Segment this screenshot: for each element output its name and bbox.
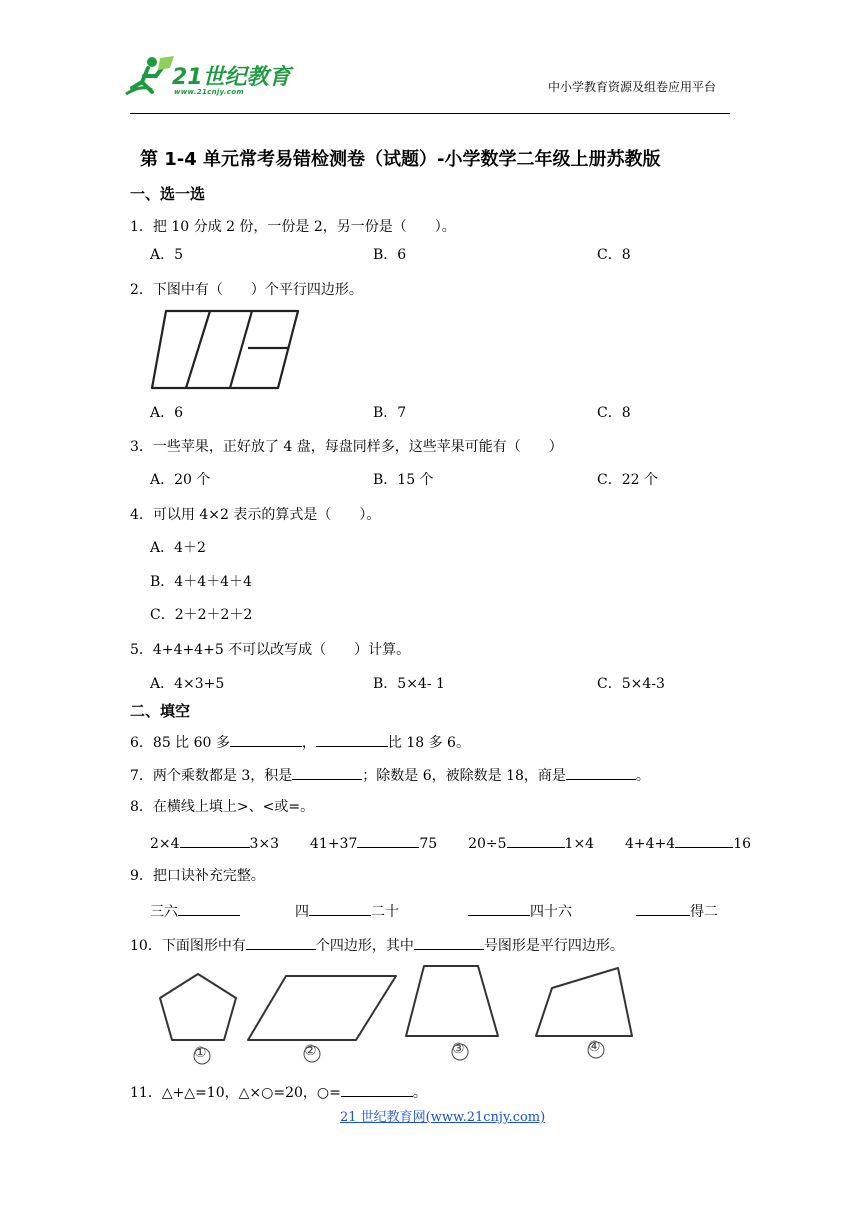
q8-expr4-left: 4+4+4 [625,836,676,852]
section-heading-choice: 一、选一选 [130,185,206,203]
q7 [130,765,650,785]
q10-text-3: 号图形是平行四边形。 [483,938,624,954]
q8-stem: 8．在横线上填上>、<或=。 [130,799,315,815]
q8-blank-1[interactable] [180,833,250,848]
q6 [130,732,470,752]
q8-expr2-left: 41+37 [310,836,358,852]
q9-blank-1[interactable] [178,901,240,916]
q9-item-3 [468,901,572,921]
q9-item-4 [636,901,718,921]
q5-option-b: B．5×4- 1 [373,676,445,692]
platform-name: 中小学教育资源及组卷应用平台 [548,80,717,94]
logo-text: 21世纪教育 [172,65,291,90]
q9-item-1-text: 三六 [150,904,178,920]
q8-expr1-right: 3×3 [249,836,280,852]
runner-logo-icon [122,54,178,98]
q9-item-2-left: 四 [295,904,309,920]
q11-text-1: 11．△+△=10，△×○=20，○= [130,1085,341,1101]
q7-text-2: ；除数是 6，被除数是 18，商是 [362,768,566,784]
q3-option-b: B．15 个 [373,472,434,488]
q6-text-2: ， [301,735,316,751]
q9-blank-3[interactable] [468,901,530,916]
q5-option-c: C．5×4-3 [597,676,665,692]
logo-url: www.21cnjy.com [174,88,244,96]
q5-stem: 5．4+4+4+5 不可以改写成（ ）计算。 [130,642,411,658]
shape-pentagon [160,974,236,1040]
q10-blank-1[interactable] [246,935,316,950]
q10-text-1: 10．下面图形中有 [130,938,246,954]
q11-text-2: 。 [412,1085,427,1101]
q9-item-1 [150,901,240,921]
q2-stem: 2．下图中有（ ）个平行四边形。 [130,282,363,298]
q8-blank-3[interactable] [507,833,565,848]
footer-link[interactable]: 21 世纪教育网(www.21cnjy.com) [340,1110,546,1125]
shape-irregular-quadrilateral [536,968,632,1036]
q10-blank-2[interactable] [414,935,484,950]
q8-expr3-right: 1×4 [564,836,595,852]
q1-option-c: C．8 [597,247,631,263]
q8-expr1-left: 2×4 [150,836,180,852]
shape-label-2: ② [304,1043,317,1059]
q8-blank-4[interactable] [675,833,733,848]
q2-option-a: A．6 [150,405,184,421]
q1-stem: 1．把 10 分成 2 份，一份是 2，另一份是（ ）。 [130,219,456,235]
q2-option-b: B．7 [373,405,407,421]
q4-option-a: A．4＋2 [150,540,206,556]
q8-expressions [150,833,751,853]
q6-blank-2[interactable] [316,732,388,747]
q7-text-1: 7．两个乘数都是 3，积是 [130,768,293,784]
q9-item-3-text: 四十六 [530,904,572,920]
q4-stem: 4．可以用 4×2 表示的算式是（ ）。 [130,507,381,523]
q8-expr4-right: 16 [733,836,752,852]
q9-blank-2[interactable] [309,901,371,916]
q7-blank-1[interactable] [292,765,362,780]
q6-blank-1[interactable] [230,732,302,747]
page-title: 第 1-4 单元常考易错检测卷（试题）-小学数学二年级上册苏教版 [140,149,661,170]
header-logo [122,52,302,100]
q8-expr2-right: 75 [419,836,438,852]
q10 [130,935,624,955]
q2-option-c: C．8 [597,405,631,421]
q7-text-3: 。 [635,768,650,784]
shape-label-3: ③ [452,1041,465,1057]
q9-item-4-text: 得二 [690,904,718,920]
q11-blank[interactable] [341,1082,413,1097]
q5-option-a: A．4×3+5 [150,676,225,692]
q7-blank-2[interactable] [566,765,636,780]
q9-blank-4[interactable] [636,901,690,916]
q1-option-a: A．5 [150,247,184,263]
header-rule [130,113,730,114]
section-heading-fill: 二、填空 [130,702,191,720]
q10-text-2: 个四边形，其中 [315,938,414,954]
q6-text-1: 6．85 比 60 多 [130,735,230,751]
shape-parallelogram [248,976,396,1040]
q11 [130,1082,427,1102]
q3-stem: 3．一些苹果，正好放了 4 盘，每盘同样多，这些苹果可能有（ ） [130,439,563,455]
q1-option-b: B．6 [373,247,407,263]
q4-option-c: C．2＋2＋2＋2 [150,607,253,623]
q9-item-2-right: 二十 [371,904,399,920]
parallelogram-figure [148,308,308,394]
q3-option-a: A．20 个 [150,472,211,488]
q9-item-2 [295,901,399,921]
q8-blank-2[interactable] [357,833,419,848]
shape-trapezoid [406,966,498,1036]
q8-expr3-left: 20÷5 [468,836,507,852]
q6-text-3: 比 18 多 6。 [387,735,470,751]
q4-option-b: B．4＋4＋4＋4 [150,574,252,590]
shape-label-4: ④ [588,1039,601,1055]
shape-label-1: ① [194,1045,207,1061]
q3-option-c: C．22 个 [597,472,658,488]
q9-stem: 9．把口诀补充完整。 [130,868,265,884]
